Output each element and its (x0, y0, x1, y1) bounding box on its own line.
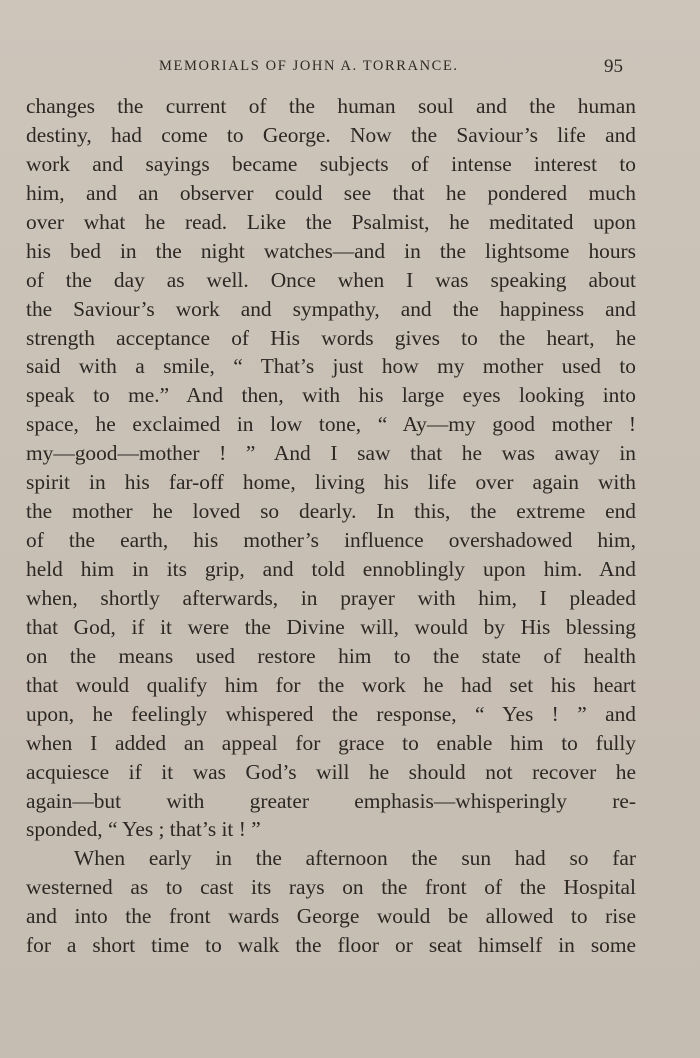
text-line: changes the current of the human soul and the human (26, 94, 636, 118)
running-title: MEMORIALS OF JOHN A. TORRANCE. (159, 58, 459, 74)
text-line: westerned as to cast its rays on the front of the Hospital (26, 875, 636, 900)
text-line: speak to me.” And then, with his large eyes looking into (26, 383, 636, 408)
text-line: the mother he loved so dearly. In this, the extreme end (26, 499, 636, 524)
body-text (26, 92, 636, 960)
text-line: and into the front wards George would be allowed to rise (26, 904, 636, 929)
text-line: when I added an appeal for grace to enable him to fully (26, 730, 636, 755)
text-line: space, he exclaimed in low tone, “ Ay—my good mother ! (26, 412, 636, 437)
text-line: my—good—mother ! ” And I saw that he was away in (26, 441, 636, 466)
text-line: when, shortly afterwards, in prayer with him, I pleaded (26, 585, 636, 610)
text-line: When early in the afternoon the sun had so far (74, 846, 636, 871)
text-line: work and sayings became subjects of intense interest to (26, 151, 636, 176)
text-line: that would qualify him for the work he had set his heart (26, 672, 636, 697)
text-line: for a short time to walk the floor or seat himself in some (26, 933, 636, 958)
text-line: strength acceptance of His words gives to the heart, he (26, 325, 636, 350)
text-line: him, and an observer could see that he pondered much (26, 180, 636, 205)
text-line: acquiesce if it was God’s will he should not recover he (26, 759, 636, 784)
text-line: on the means used restore him to the state of health (26, 643, 636, 668)
text-line: spirit in his far-off home, living his life over again with (26, 470, 636, 495)
text-line: sponded, “ Yes ; that’s it ! ” (26, 817, 261, 842)
text-line: said with a smile, “ That’s just how my mother used to (26, 354, 636, 379)
running-header (0, 56, 700, 80)
text-line: of the day as well. Once when I was speaking about (26, 267, 636, 292)
text-line: his bed in the night watches—and in the lightsome hours (26, 238, 636, 263)
text-line: of the earth, his mother’s influence overshadowed him, (26, 528, 636, 553)
text-line: over what he read. Like the Psalmist, he meditated upon (26, 209, 636, 234)
text-line: that God, if it were the Divine will, would by His blessing (26, 614, 636, 639)
text-line: held him in its grip, and told ennoblingly upon him. And (26, 557, 636, 581)
text-line: upon, he feelingly whispered the response, “ Yes ! ” and (26, 701, 636, 726)
paragraph (26, 92, 636, 844)
page-number: 95 (604, 56, 623, 77)
text-line: destiny, had come to George. Now the Saviour’s life and (26, 122, 636, 147)
paragraph (26, 844, 636, 960)
text-line: the Saviour’s work and sympathy, and the happiness and (26, 296, 636, 321)
text-line: again—but with greater emphasis—whisperingly re- (26, 788, 636, 813)
